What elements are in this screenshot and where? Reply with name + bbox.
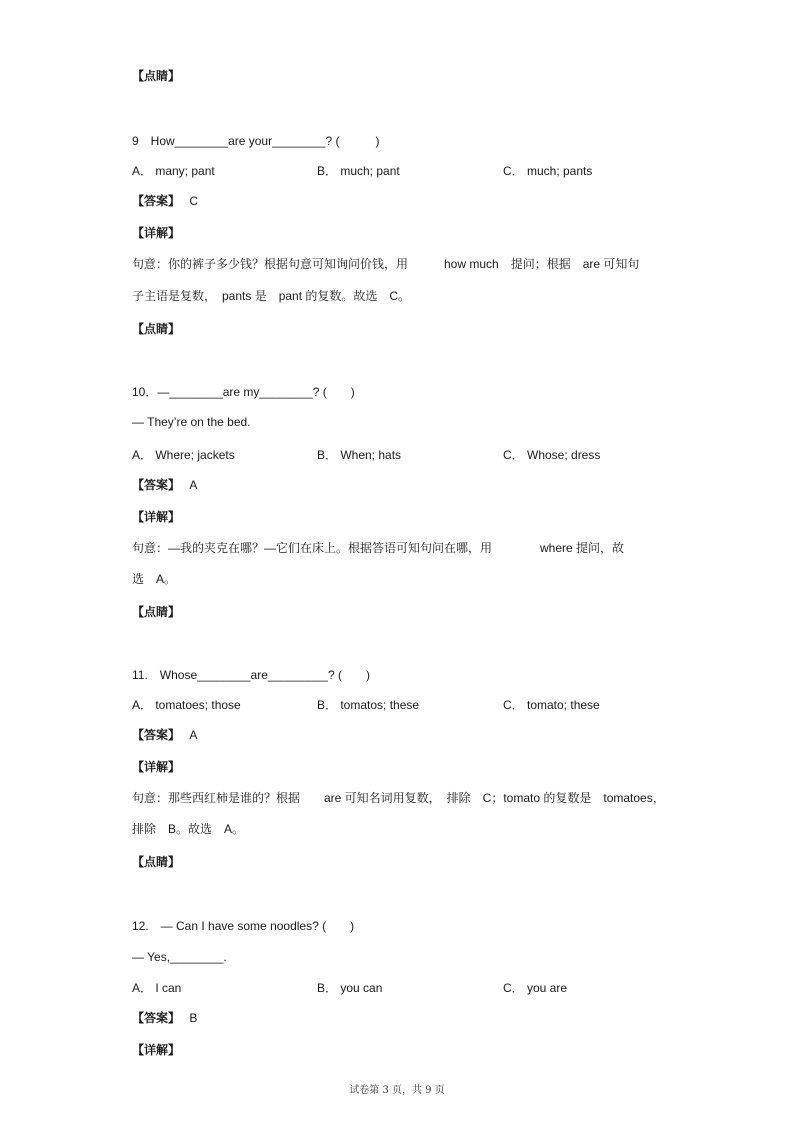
question-11-option-c: C． tomato; these	[503, 698, 600, 712]
question-10-option-a: A． Where; jackets	[132, 448, 235, 462]
question-9-answer-value: C	[189, 194, 199, 208]
question-10-option-b: B． When; hats	[317, 448, 402, 462]
answer-label: 【答案】	[132, 194, 181, 208]
question-9-option-c: C． much; pants	[503, 164, 593, 178]
question-9-detail-line-2: 子主语是复数， pants 是 pant 的复数。故选 C。	[132, 289, 411, 303]
question-10-stem-line-1: 10．—________are my________? ( )	[132, 385, 355, 399]
question-9-dianjing-label: 【点睛】	[132, 322, 181, 336]
question-9-stem: 9 How________are your________? ( )	[132, 134, 380, 148]
question-12-detail-label: 【详解】	[132, 1043, 181, 1057]
question-12-stem-line-2: — Yes,________.	[132, 950, 227, 964]
question-10-detail-line-1: 句意：—我的夹克在哪？—它们在床上。根据答语可知句问在哪，用 where 提问，故	[132, 541, 625, 555]
question-10-answer-value: A	[189, 478, 198, 492]
answer-label: 【答案】	[132, 478, 181, 492]
question-9-detail-line-1: 句意：你的裤子多少钱？根据句意可知询问价钱，用 how much 提问；根据 are 可知句	[132, 257, 640, 271]
question-9-answer-row	[132, 193, 198, 209]
question-9-detail-label: 【详解】	[132, 226, 181, 240]
question-11-answer-value: A	[189, 728, 198, 742]
question-10-dianjing-label: 【点睛】	[132, 605, 181, 619]
question-10-detail-label: 【详解】	[132, 510, 181, 524]
question-10-answer-row	[132, 477, 197, 493]
question-10-stem-line-2: — They’re on the bed.	[132, 415, 251, 429]
answer-label: 【答案】	[132, 728, 181, 742]
question-11-detail-label: 【详解】	[132, 760, 181, 774]
question-11-detail-line-2: 排除 B。故选 A。	[132, 822, 245, 836]
answer-label: 【答案】	[132, 1011, 181, 1025]
question-11-option-a: A． tomatoes; those	[132, 698, 241, 712]
question-12-option-b: B． you can	[317, 981, 383, 995]
question-11-stem: 11. Whose________are_________? ( )	[132, 668, 370, 682]
question-10-option-c: C． Whose; dress	[503, 448, 601, 462]
dianjing-label-top: 【点睛】	[132, 69, 181, 83]
question-10-detail-line-2: 选 A。	[132, 572, 177, 586]
question-12-option-c: C． you are	[503, 981, 568, 995]
question-11-detail-line-1: 句意：那些西红柿是谁的？根据 are 可知名词用复数， 排除 C；tomato 的复数是 tomatoes，	[132, 791, 665, 805]
page-footer: 试卷第 3 页，共 9 页	[349, 1085, 445, 1096]
question-9-option-a: A． many; pant	[132, 164, 215, 178]
question-12-stem-line-1: 12. — Can I have some noodles? ( )	[132, 919, 355, 933]
question-12-option-a: A． I can	[132, 981, 182, 995]
question-11-dianjing-label: 【点睛】	[132, 855, 181, 869]
question-12-answer-row	[132, 1010, 197, 1026]
question-12-answer-value: B	[189, 1011, 198, 1025]
question-11-option-b: B． tomatos; these	[317, 698, 420, 712]
question-11-answer-row	[132, 727, 197, 743]
question-9-option-b: B． much; pant	[317, 164, 400, 178]
